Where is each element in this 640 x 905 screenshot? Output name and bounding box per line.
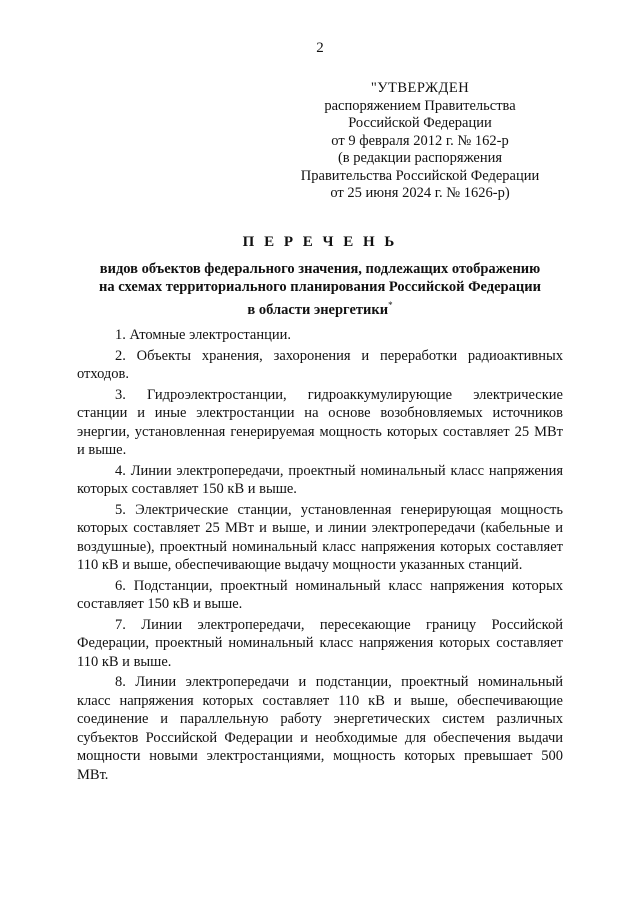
list-item: 7. Линии электропередачи, пересекающие границу Российской Федерации, проектный номинальный класс напряжения которых составляет 110 кВ и выше. xyxy=(77,616,563,670)
approval-line: от 25 июня 2024 г. № 1626-р) xyxy=(330,185,510,201)
list-item: 5. Электрические станции, установленная генерирующая мощность которых составляет 25 МВт и выше, и линии электропередачи (кабельные и воздушные), проектный номинальный класс напряжения которых составляет 110 кВ и выше, обеспечивающие выдачу мощности указанных станций. xyxy=(77,501,563,573)
approval-line: (в редакции распоряжения xyxy=(337,150,503,166)
document-title: П Е Р Е Ч Е Н Ь xyxy=(242,234,398,250)
approval-line: распоряжением Правительства xyxy=(324,97,516,114)
list-item: 6. Подстанции, проектный номинальный класс напряжения которых составляет 150 кВ и выше. xyxy=(77,577,563,612)
approval-line: Российской Федерации xyxy=(348,115,492,131)
list-item: 8. Линии электропередачи и подстанции, проектный номинальный класс напряжения которых составляет 110 кВ и выше, обеспечивающие соединение и параллельную работу энергетических систем различных субъектов Российской Федерации и необходимые для обеспечения выдачи мощности новыми электростанциями, мощность которых превышает 500 МВт. xyxy=(77,674,563,783)
list-item: 4. Линии электропередачи, проектный номинальный класс напряжения которых составляет 150 кВ и выше. xyxy=(77,462,563,497)
page-number: 2 xyxy=(316,40,324,56)
list-item: 3. Гидроэлектростанции, гидроаккумулирующие электрические станции и иные электростанции на основе возобновляемых источников энергии, установленная генерируемая мощность которых составляет 25 МВт и выше. xyxy=(77,386,563,458)
subtitle-line: на схемах территориального планирования Российской Федерации xyxy=(99,279,541,295)
list-item: 2. Объекты хранения, захоронения и переработки радиоактивных отходов. xyxy=(77,347,563,382)
subtitle-line-last xyxy=(60,296,580,319)
subtitle-line: видов объектов федерального значения, подлежащих отображению xyxy=(99,261,541,277)
approval-heading: "УТВЕРЖДЕН xyxy=(370,80,470,96)
approval-line: Правительства Российской Федерации xyxy=(300,167,540,184)
footnote-mark: * xyxy=(388,300,393,310)
subtitle-line-text: в области энергетики xyxy=(247,301,389,318)
list-item: 1. Атомные электростанции. xyxy=(115,327,292,343)
document-subtitle xyxy=(60,260,580,319)
approval-line: от 9 февраля 2012 г. № 162-р xyxy=(331,132,509,149)
approval-block xyxy=(300,80,540,203)
item-list xyxy=(77,326,563,786)
